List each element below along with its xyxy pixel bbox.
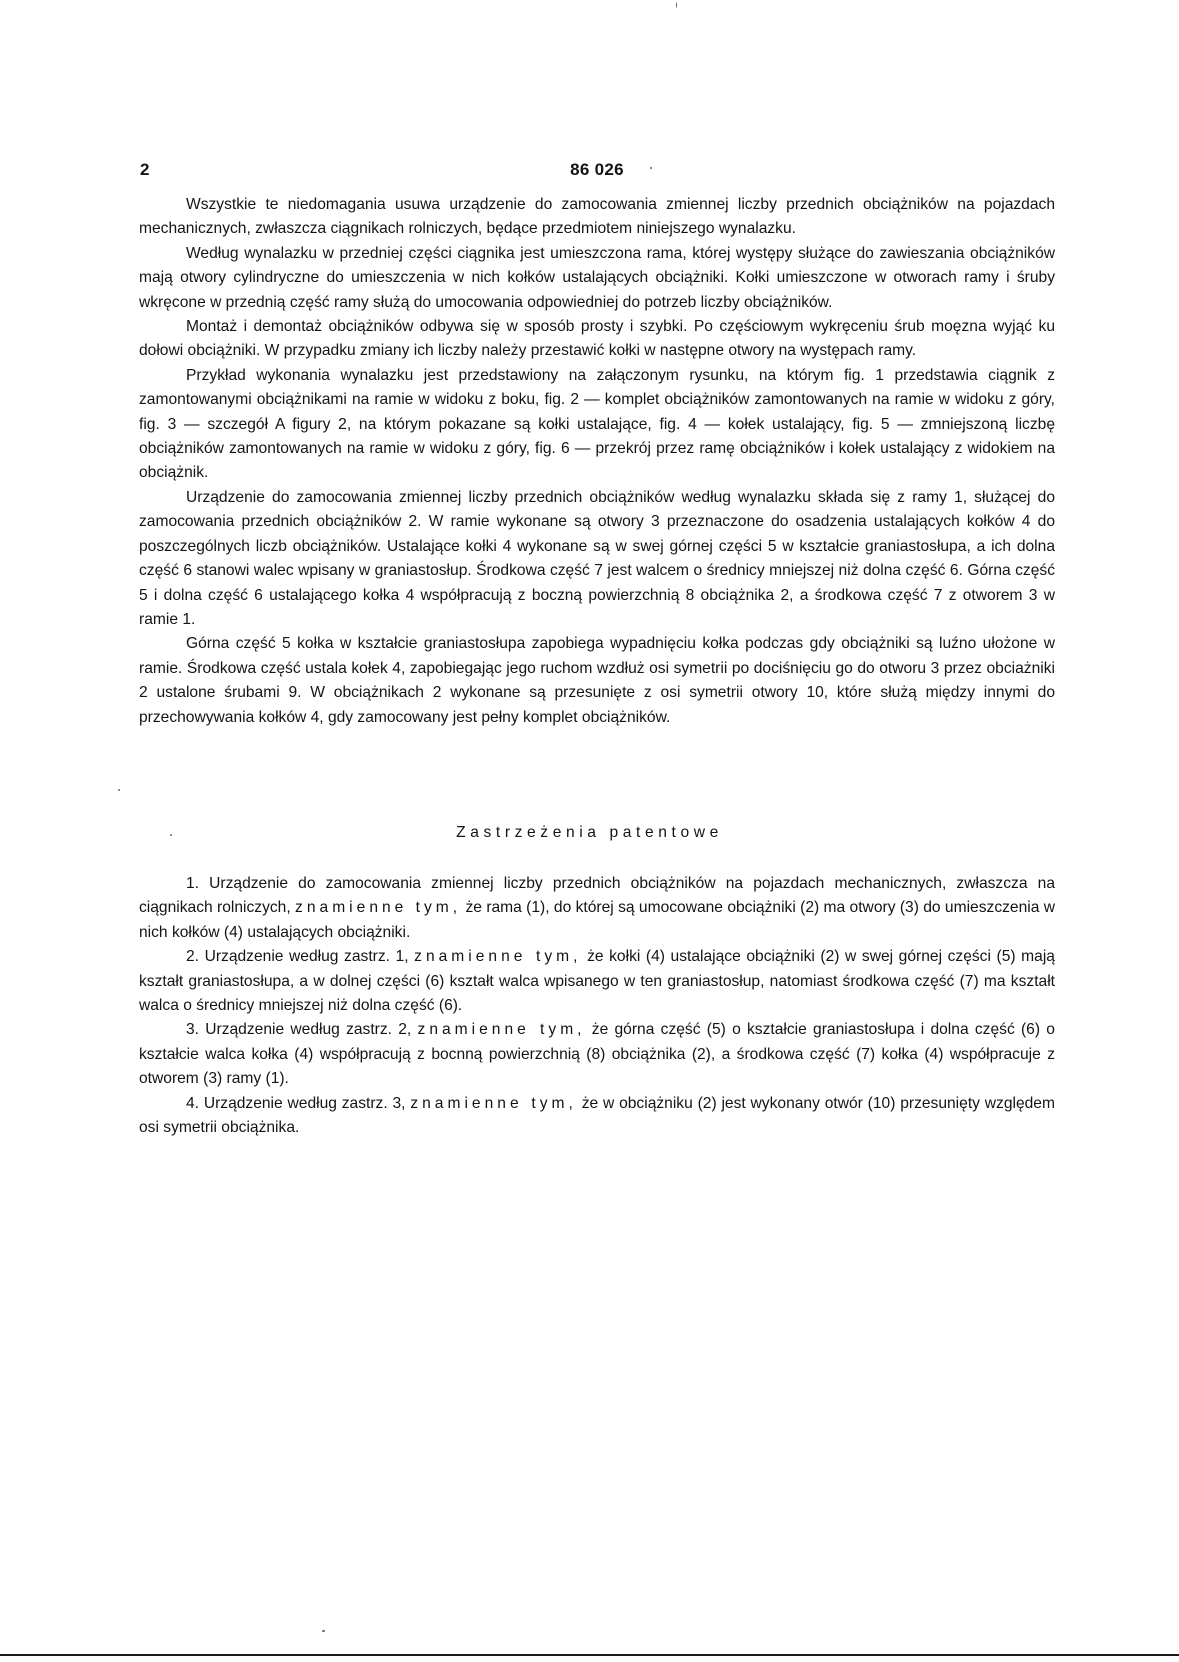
claim-characterised-phrase: znamienne tym, — [410, 1094, 577, 1112]
claim-text: że w obciążniku (2) jest wykonany otwór (10) przesunięty względem osi symetrii obciążnika. — [139, 1094, 1055, 1137]
claim-characterised-phrase: znamienne tym, — [295, 899, 462, 917]
claims-section — [139, 872, 1055, 1140]
claim-item — [139, 1092, 1055, 1141]
claim-text: że rama (1), do której są umocowane obciążniki (2) ma otwory (3) do umieszczenia w nich kołków (4) ustalających obciążniki. — [139, 899, 1055, 941]
claim-item — [139, 1018, 1055, 1091]
paragraph: Wszystkie te niedomagania usuwa urządzenie do zamocowania zmiennej liczby przednich obciążników na pojazdach mechanicznych, zwłaszcza ciągnikach rolniczych, będące przedmiotem niniejszego wynalazku. — [139, 196, 1055, 238]
claim-text: że kołki (4) ustalające obciążniki (2) w swej górnej części (5) mają kształt graniastosłupa, a w dolnej części (6) kształt walca wpisanego w ten graniastosłup, natomiast środkowa część (7) ma kształt walca o średnicy mniejszej niż dolna część (6). — [139, 948, 1055, 1015]
claim-item — [139, 945, 1055, 1018]
scan-speck — [650, 167, 652, 169]
paragraph: Przykład wykonania wynalazku jest przedstawiony na załączonym rysunku, na którym fig. 1 przedstawia ciągnik z zamontowanymi obciążnikami na ramie w widoku z boku, fig. 2 — komplet obciążników zamontowanych na ramie w widoku z góry, fig. 3 — szczegół A figury 2, na którym pokazane są kołki ustalające, fig. 4 — kołek ustalający, fig. 5 — zmniejszoną liczbę obciążników zamontowanych na ramie w widoku z góry, fig. 6 — przekrój przez ramę obciążników i kołek ustalający z widokiem na obciążnik. — [139, 366, 1055, 482]
scan-speck — [170, 834, 172, 836]
bottom-rule — [0, 1654, 1179, 1656]
claim-characterised-phrase: znamienne tym, — [414, 948, 582, 966]
paragraph: Urządzenie do zamocowania zmiennej liczby przednich obciążników według wynalazku składa się z ramy 1, służącej do zamocowania przednich obciążników 2. W ramie wykonane są otwory 3 przeznaczone do osadzenia ustalających kołków 4 do poszczególnych liczb obciążników. Ustalające kołki 4 wykonane są w swej górnej części 5 w kształcie graniastosłupa, a ich dolna część 6 stanowi walec wpisany w graniastosłup. Środkowa część 7 jest walcem o średnicy mniejszej niż dolna część 6. Górna część 5 i dolna część 6 ustalającego kołka 4 współpracują z boczną powierzchnią 8 obciążnika 2, a środkowa część 7 z otworem 3 w ramie 1. — [139, 488, 1055, 628]
paragraph: Montaż i demontaż obciążników odbywa się w sposób prosty i szybki. Po częściowym wykręceniu śrub moęzna wyjąć ku dołowi obciążniki. W przypadku zmiany ich liczby należy przestawić kołki w następne otwory na występach ramy. — [139, 318, 1055, 360]
paragraph: Według wynalazku w przedniej części ciągnika jest umieszczona rama, której występy służące do zawieszania obciążników mają otwory cylindryczne do umieszczenia w nich kołków ustalających obciążniki. Kołki umieszczone w otworach ramy i śruby wkręcone w przednią część ramy służą do umocowania odpowiedniej do potrzeb liczby obciążników. — [139, 244, 1055, 311]
claim-text: 1. Urządzenie do zamocowania zmiennej liczby przednich obciążników na pojazdach mechanicznych, zwłaszcza na ciągnikach rolniczych, — [139, 875, 1055, 917]
claim-text: 2. Urządzenie według zastrz. 1, — [186, 948, 409, 966]
scan-speck — [322, 1630, 325, 1632]
patent-number: 86 026 — [570, 160, 624, 179]
claims-heading: Zastrzeżenia patentowe — [456, 824, 723, 841]
claim-text: 4. Urządzenie według zastrz. 3, — [186, 1094, 406, 1112]
claim-characterised-phrase: znamienne tym, — [417, 1021, 586, 1039]
claim-item — [139, 872, 1055, 945]
paragraph: Górna część 5 kołka w kształcie graniastosłupa zapobiega wypadnięciu kołka podczas gdy obciążniki są luźno ułożone w ramie. Środkowa część ustala kołek 4, zapobiegając jego ruchom wzdłuż osi symetrii po dociśnięciu go do otworu 3 przez obciażniki 2 ustalone śrubami 9. W obciążnikach 2 wykonane są przesunięte z osi symetrii otwory 10, które służą między innymi do przechowywania kołków 4, gdy zamocowany jest pełny komplet obciążników. — [139, 635, 1055, 726]
scan-speck — [676, 2, 677, 8]
claim-text: 3. Urządzenie według zastrz. 2, — [186, 1021, 412, 1039]
description-section — [139, 193, 1055, 730]
scan-speck — [118, 789, 120, 791]
claim-text: że górna część (5) o kształcie graniastosłupa i dolna część (6) o kształcie walca kołka (4) współpracują z bocnną powierzchnią (8) obciążnika (2), a środkowa część (7) kołka (4) współpracuje z otworem (3) ramy (1). — [139, 1021, 1055, 1088]
page-number: 2 — [140, 160, 150, 179]
page-header — [140, 160, 1054, 184]
